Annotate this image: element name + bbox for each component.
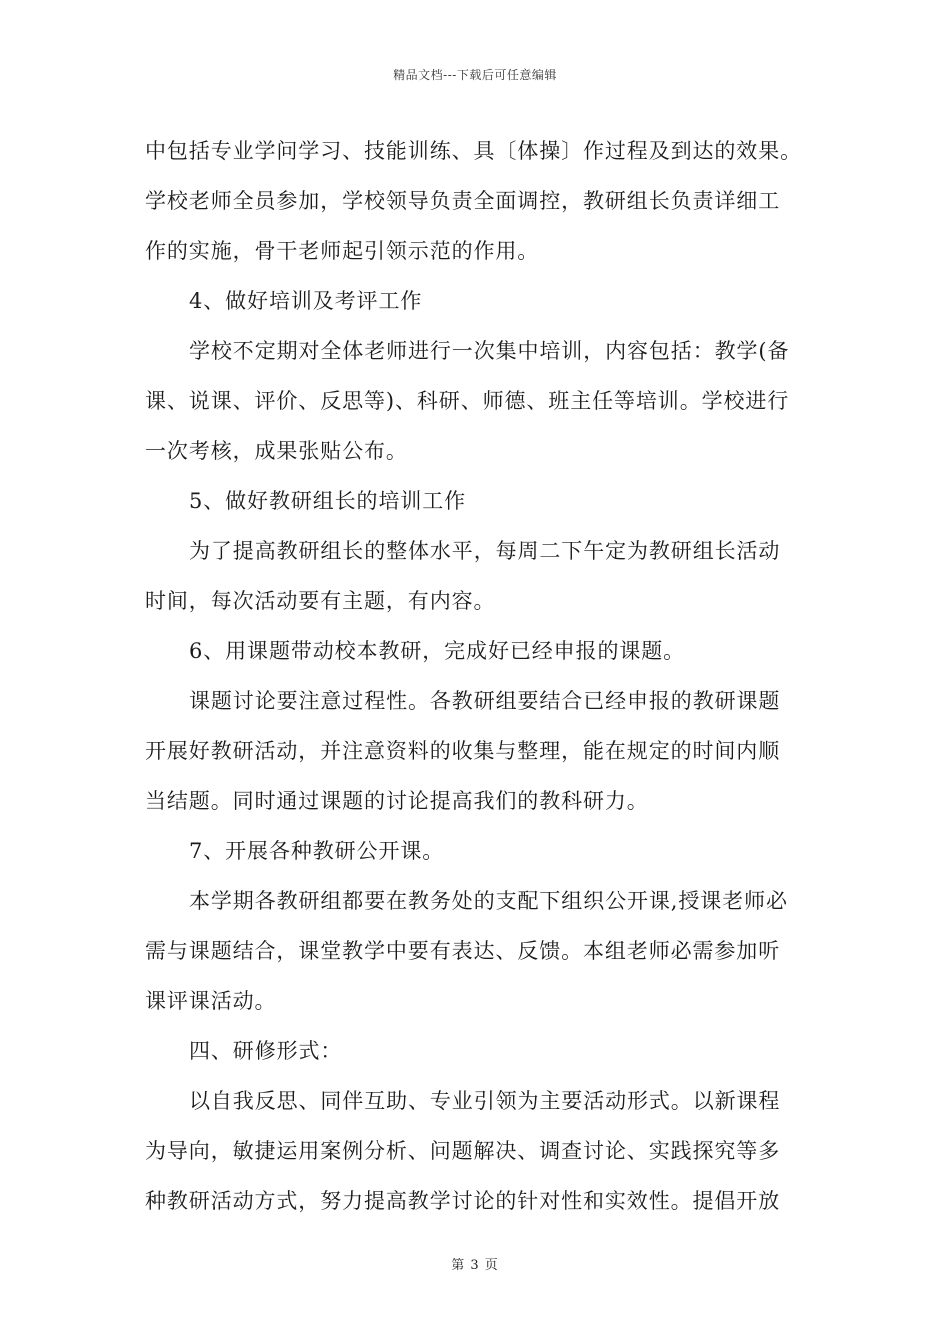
section-heading: 6、用课题带动校本教研，完成好已经申报的课题。 xyxy=(189,639,686,663)
body-line: 本学期各教研组都要在教务处的支配下组织公开课,授课老师必 xyxy=(189,889,788,913)
body-line: 当结题。同时通过课题的讨论提高我们的教科研力。 xyxy=(145,789,649,813)
body-line: 作的实施，骨干老师起引领示范的作用。 xyxy=(145,239,540,263)
body-line: 学校老师全员参加，学校领导负责全面调控，教研组长负责详细工 xyxy=(145,189,781,213)
body-line: 中包括专业学问学习、技能训练、具〔体操〕作过程及到达的效果。 xyxy=(145,139,802,163)
body-line: 开展好教研活动，并注意资料的收集与整理，能在规定的时间内顺 xyxy=(145,739,781,763)
body-line: 学校不定期对全体老师进行一次集中培训，内容包括：教学(备 xyxy=(189,339,790,363)
body-line: 课评课活动。 xyxy=(145,989,277,1013)
body-line: 课题讨论要注意过程性。各教研组要结合已经申报的教研课题 xyxy=(189,689,781,713)
body-line: 为导向，敏捷运用案例分析、问题解决、调查讨论、实践探究等多 xyxy=(145,1139,781,1163)
section-heading: 7、开展各种教研公开课。 xyxy=(189,839,445,863)
body-line: 课、说课、评价、反思等)、科研、师德、班主任等培训。学校进行 xyxy=(145,389,790,413)
body-line: 以自我反思、同伴互助、专业引领为主要活动形式。以新课程 xyxy=(189,1089,781,1113)
section-heading: 4、做好培训及考评工作 xyxy=(189,289,423,313)
page-header: 精品文档---下载后可任意编辑 xyxy=(393,68,557,82)
page-number: 第 3 页 xyxy=(451,1258,499,1273)
section-heading: 5、做好教研组长的培训工作 xyxy=(189,489,467,513)
body-line: 种教研活动方式，努力提高教学讨论的针对性和实效性。提倡开放 xyxy=(145,1189,781,1213)
section-heading: 四、研修形式： xyxy=(189,1039,343,1063)
body-line: 为了提高教研组长的整体水平，每周二下午定为教研组长活动 xyxy=(189,539,781,563)
body-line: 一次考核，成果张贴公布。 xyxy=(145,439,408,463)
body-line: 需与课题结合，课堂教学中要有表达、反馈。本组老师必需参加听 xyxy=(145,939,781,963)
document-body xyxy=(145,126,810,1226)
body-line: 时间，每次活动要有主题，有内容。 xyxy=(145,589,496,613)
